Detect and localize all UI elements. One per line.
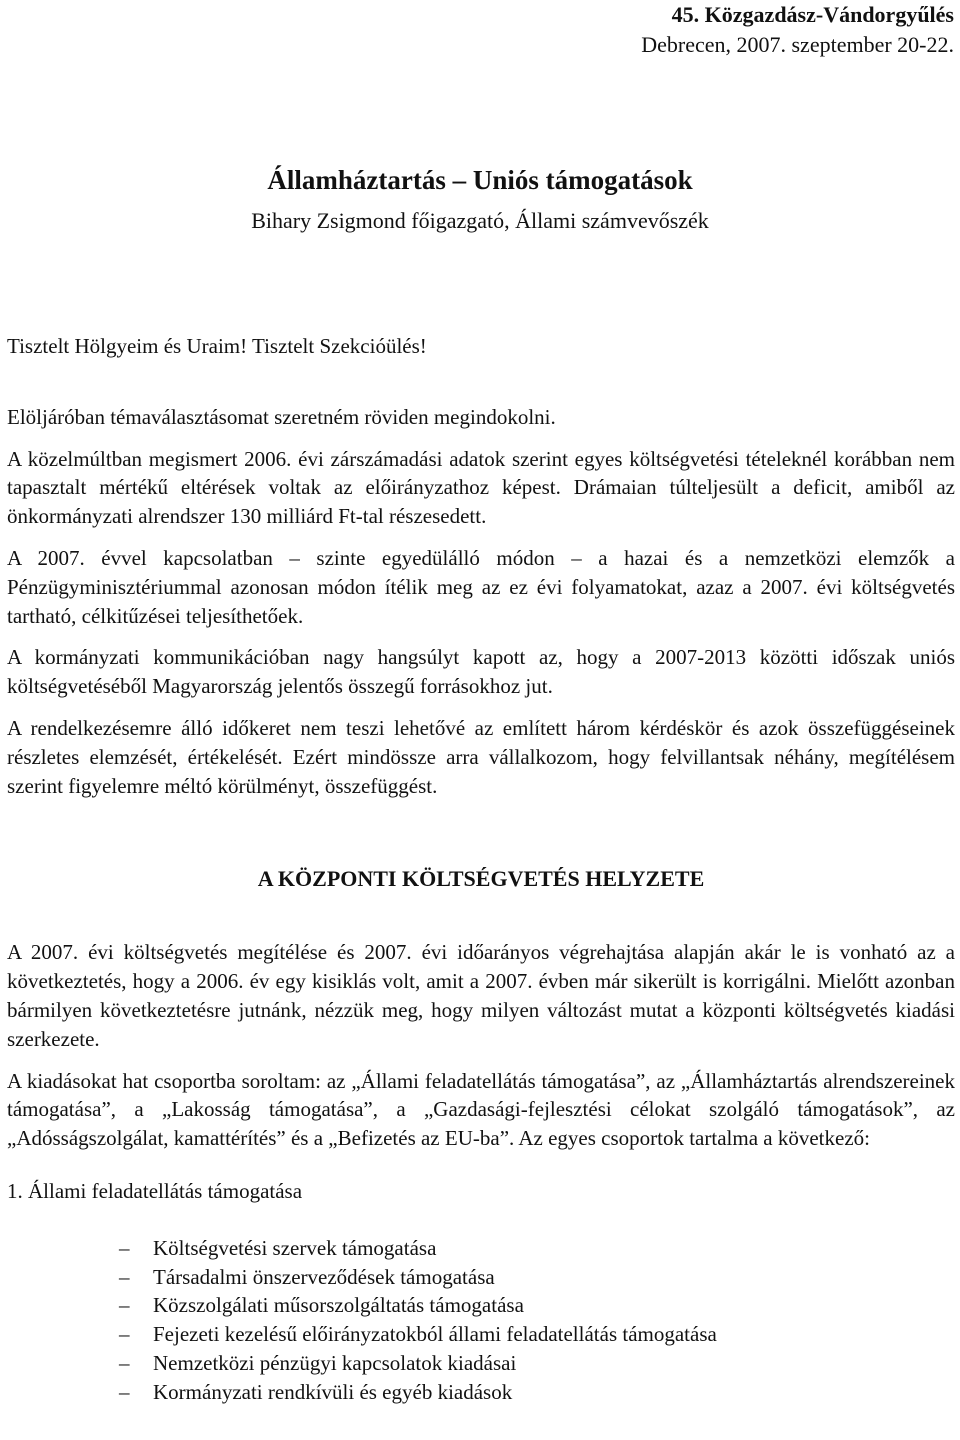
- dash-marker: –: [119, 1293, 130, 1318]
- author-line: Bihary Zsigmond főigazgató, Állami számvevőszék: [251, 208, 709, 233]
- list-item: [7, 1349, 955, 1378]
- list-item-text: Közszolgálati műsorszolgáltatás támogatása: [153, 1293, 524, 1318]
- dash-list: [7, 1234, 955, 1407]
- document-body: [7, 332, 955, 1407]
- intro-paragraph-4: A kormányzati kommunikációban nagy hangsúlyt kapott az, hogy a 2007-2013 közötti időszak uniós költségvetéséből Magyarország jelentős összegű forrásokhoz jut.: [7, 645, 955, 699]
- greeting: Tisztelt Hölgyeim és Uraim! Tisztelt Szekcióülés!: [7, 334, 427, 358]
- section-paragraph-2: A kiadásokat hat csoportba soroltam: az „Állami feladatellátás támogatása”, az „Államháztartás alrendszereinek támogatása”, a „Lakosság támogatása”, a „Gazdasági-fejlesztési célokat szolgáló támogatások”, az „Adósságszolgálat, kamattérítés” és a „Befizetés az EU-ba”. Az egyes csoportok tartalma a következő:: [7, 1068, 955, 1151]
- intro-paragraph-3: A 2007. évvel kapcsolatban – szinte egyedülálló módon – a hazai és a nemzetközi elemzők a Pénzügyminisztériummal azonosan módon ítélik meg az ez évi folyamatokat, azaz a 2007. évi költségvetés tartható, célkitűzései teljesíthetőek.: [7, 545, 955, 628]
- list-item: [7, 1378, 955, 1407]
- dash-marker: –: [119, 1235, 130, 1260]
- conference-place-date: Debrecen, 2007. szeptember 20-22.: [641, 32, 954, 57]
- list-item: [7, 1320, 955, 1349]
- intro-paragraph-5: A rendelkezésemre álló időkeret nem teszi lehetővé az említett három kérdéskör és azok összefüggéseinek részletes elemzését, értékelését. Ezért mindössze arra vállalkozom, hogy felvillantsak néhány, megítélésem szerint figyelemre méltó körülményt, összefüggést.: [7, 715, 955, 798]
- intro-paragraph-1: Elöljáróban témaválasztásomat szeretném röviden megindokolni.: [7, 404, 556, 429]
- dash-marker: –: [119, 1379, 130, 1404]
- list-item-text: Kormányzati rendkívüli és egyéb kiadások: [153, 1379, 513, 1404]
- page-header: [641, 0, 954, 60]
- list-item-text: Társadalmi önszerveződések támogatása: [153, 1264, 495, 1289]
- list-item: [7, 1263, 955, 1292]
- list-item: [7, 1291, 955, 1320]
- numbered-item: 1. Állami feladatellátás támogatása: [7, 1178, 303, 1203]
- conference-name: 45. Közgazdász-Vándorgyűlés: [671, 2, 954, 27]
- section-heading: A KÖZPONTI KÖLTSÉGVETÉS HELYZETE: [257, 866, 705, 892]
- list-item-text: Nemzetközi pénzügyi kapcsolatok kiadásai: [153, 1350, 517, 1375]
- dash-marker: –: [119, 1322, 130, 1347]
- dash-marker: –: [119, 1264, 130, 1289]
- list-item: [7, 1234, 955, 1263]
- list-item-text: Költségvetési szervek támogatása: [153, 1235, 437, 1260]
- section-paragraph-1: A 2007. évi költségvetés megítélése és 2007. évi időarányos végrehajtása alapján akár le is vonható az a következtetés, hogy a 2006. év egy kisiklás volt, amit a 2007. évben már sikerült is korrigálni. Mielőtt azonban bármilyen következtetésre jutnánk, nézzük meg, hogy milyen változást mutat a központi költségvetés kiadási szerkezete.: [7, 940, 955, 1051]
- intro-paragraph-2: A közelmúltban megismert 2006. évi zárszámadási adatok szerint egyes költségvetési tételeknél korábban nem tapasztalt mértékű eltérések voltak az előirányzathoz képest. Drámaian túlteljesült a deficit, amiből az önkormányzati alrendszer 130 milliárd Ft-tal részesedett.: [7, 446, 955, 529]
- dash-marker: –: [119, 1350, 130, 1375]
- document-title: Államháztartás – Uniós támogatások: [267, 165, 693, 195]
- title-block: [0, 160, 960, 242]
- list-item-text: Fejezeti kezelésű előirányzatokból állami feladatellátás támogatása: [153, 1322, 717, 1347]
